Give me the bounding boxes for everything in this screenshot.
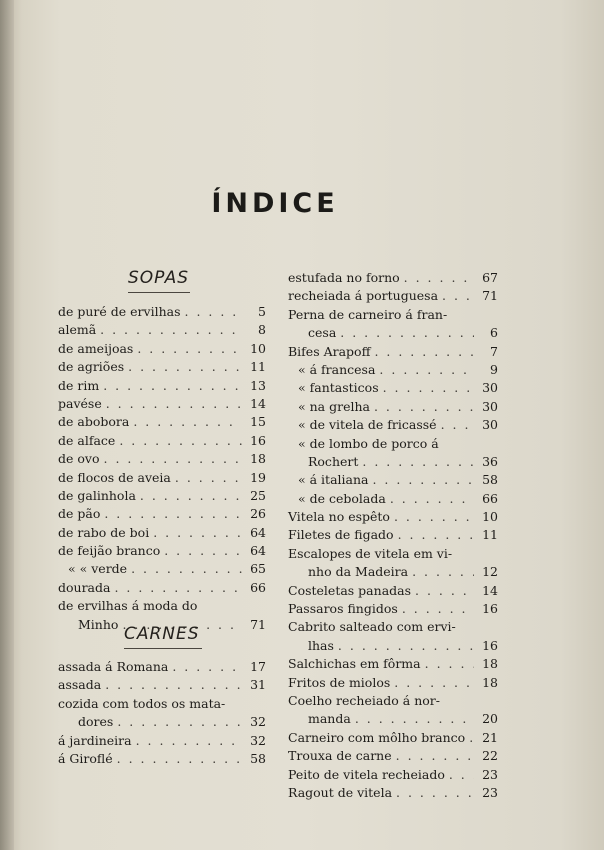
section-underline xyxy=(124,648,202,649)
index-entry xyxy=(58,658,266,676)
index-entry xyxy=(58,676,266,694)
index-entry xyxy=(288,416,498,434)
index-entry xyxy=(58,524,266,542)
dot-leader xyxy=(175,469,242,487)
page-number: 11 xyxy=(250,359,266,375)
entry-label: « « verde xyxy=(68,561,128,577)
dot-leader xyxy=(153,524,242,542)
page-number: 58 xyxy=(250,750,266,766)
entry-label: Ragout de vitela xyxy=(288,784,393,800)
index-entry xyxy=(58,395,266,413)
index-entry xyxy=(288,729,498,747)
index-entry xyxy=(58,560,266,578)
page-number: 6 xyxy=(490,325,498,341)
entry-label: Salchichas em fôrma xyxy=(288,656,421,672)
page-number: 18 xyxy=(482,656,498,672)
dot-leader xyxy=(415,582,474,600)
page-number: 8 xyxy=(258,322,266,338)
dot-leader xyxy=(338,637,474,655)
page-number: 25 xyxy=(250,487,266,503)
dot-leader xyxy=(185,303,243,321)
index-entry xyxy=(288,343,498,361)
entry-label: dores xyxy=(78,714,114,730)
index-entry xyxy=(58,542,266,560)
index-entry xyxy=(288,600,498,618)
dot-leader xyxy=(133,413,242,431)
dot-leader xyxy=(379,361,474,379)
index-entry xyxy=(58,377,266,395)
index-entry xyxy=(288,471,498,489)
index-entry xyxy=(288,361,498,379)
section-heading-sopas: SOPAS xyxy=(128,268,189,288)
page-number: 71 xyxy=(482,288,498,304)
page-number: 23 xyxy=(482,784,498,800)
entry-label: recheiada á portuguesa xyxy=(288,288,439,304)
entry-label: de flocos de aveia xyxy=(58,469,171,485)
entry-label: assada xyxy=(58,677,102,693)
index-entry xyxy=(288,306,498,324)
page-number: 16 xyxy=(250,432,266,448)
page-number: 71 xyxy=(250,616,266,632)
entry-label: « á francesa xyxy=(298,361,376,377)
dot-leader xyxy=(355,710,474,728)
page-number: 65 xyxy=(250,561,266,577)
dot-leader xyxy=(137,340,242,358)
index-entry xyxy=(288,269,498,287)
entry-label: estufada no forno xyxy=(288,270,400,285)
dot-leader xyxy=(449,766,474,784)
dot-leader xyxy=(100,321,242,339)
index-entry xyxy=(58,713,266,731)
entry-label: de alface xyxy=(58,432,116,448)
dot-leader xyxy=(442,287,474,305)
index-entry xyxy=(58,750,266,768)
index-entry xyxy=(58,597,266,615)
index-entry xyxy=(288,526,498,544)
entry-label: de rim xyxy=(58,377,100,393)
dot-leader xyxy=(340,324,474,342)
index-entry xyxy=(58,450,266,468)
entry-label: á jardineira xyxy=(58,732,132,748)
right-index-list xyxy=(288,269,498,802)
dot-leader xyxy=(104,505,242,523)
dot-leader xyxy=(117,713,242,731)
section-heading-carnes: CARNES xyxy=(124,624,200,644)
index-entry xyxy=(288,674,498,692)
entry-label: lhas xyxy=(308,637,334,653)
page-number: 36 xyxy=(482,453,498,469)
entry-label: de galinhola xyxy=(58,487,136,503)
dot-leader xyxy=(396,784,474,802)
dot-leader xyxy=(383,379,474,397)
entry-label: « de vitela de fricassé xyxy=(298,417,437,433)
index-entry xyxy=(288,563,498,581)
dot-leader xyxy=(131,560,242,578)
index-entry xyxy=(288,582,498,600)
index-entry xyxy=(58,579,266,597)
entry-label: Trouxa de carne xyxy=(288,748,392,764)
entry-label: Vitela no espêto xyxy=(288,509,390,525)
page-number: 66 xyxy=(482,490,498,506)
index-entry xyxy=(288,655,498,673)
dot-leader xyxy=(103,377,242,395)
dot-leader xyxy=(441,416,474,434)
page-number: 5 xyxy=(258,304,266,319)
entry-label: Costeletas panadas xyxy=(288,582,412,598)
page-number: 19 xyxy=(250,469,266,485)
dot-leader xyxy=(114,579,242,597)
dot-leader xyxy=(374,343,474,361)
entry-label: Minho xyxy=(78,616,119,632)
page-number: 30 xyxy=(482,380,498,396)
page-number: 20 xyxy=(482,711,498,727)
page-number: 15 xyxy=(250,414,266,430)
page-number: 26 xyxy=(250,506,266,522)
page-number: 30 xyxy=(482,417,498,433)
sopas-index-list xyxy=(58,303,266,634)
entry-label: « de cebolada xyxy=(298,490,386,506)
carnes-index-list xyxy=(58,658,266,768)
entry-label: pavése xyxy=(58,395,102,411)
dot-leader xyxy=(105,676,242,694)
dot-leader xyxy=(140,487,242,505)
index-entry xyxy=(288,379,498,397)
index-entry xyxy=(58,321,266,339)
section-underline xyxy=(128,292,190,293)
entry-label: Carneiro com môlho branco xyxy=(288,729,466,745)
index-entry xyxy=(58,487,266,505)
page-number: 32 xyxy=(250,714,266,730)
entry-label: de ervilhas á moda do xyxy=(58,598,198,614)
entry-label: assada á Romana xyxy=(58,659,169,674)
page-number: 12 xyxy=(482,564,498,580)
entry-label: á Giroflé xyxy=(58,750,113,766)
page-number: 14 xyxy=(250,395,266,411)
dot-leader xyxy=(104,450,243,468)
dot-leader xyxy=(396,747,474,765)
index-entry xyxy=(288,435,498,453)
entry-label: Coelho recheiado á nor- xyxy=(288,692,441,708)
page-number: 64 xyxy=(250,543,266,559)
page-number: 21 xyxy=(482,729,498,745)
entry-label: de agriões xyxy=(58,359,125,375)
index-entry xyxy=(288,784,498,802)
page-number: 9 xyxy=(490,361,498,377)
page-number: 64 xyxy=(250,524,266,540)
entry-label: Filetes de figado xyxy=(288,527,394,543)
entry-label: manda xyxy=(308,711,351,727)
page-number: 67 xyxy=(482,270,498,285)
page-number: 16 xyxy=(482,637,498,653)
index-entry xyxy=(288,508,498,526)
entry-label: de puré de ervilhas xyxy=(58,304,181,319)
index-entry xyxy=(288,490,498,508)
entry-label: de abobora xyxy=(58,414,130,430)
index-entry xyxy=(58,413,266,431)
index-entry xyxy=(288,287,498,305)
page-number: 10 xyxy=(482,509,498,525)
entry-label: Escalopes de vitela em vi- xyxy=(288,545,453,561)
index-entry xyxy=(58,732,266,750)
page-number: 58 xyxy=(482,472,498,488)
page-number: 18 xyxy=(482,674,498,690)
entry-label: de pão xyxy=(58,506,101,522)
dot-leader xyxy=(374,398,474,416)
entry-label: alemã xyxy=(58,322,97,338)
index-entry xyxy=(288,324,498,342)
index-entry xyxy=(288,398,498,416)
dot-leader xyxy=(390,490,474,508)
page-number: 23 xyxy=(482,766,498,782)
entry-label: de rabo de boi xyxy=(58,524,150,540)
dot-leader xyxy=(394,508,474,526)
dot-leader xyxy=(362,453,474,471)
dot-leader xyxy=(412,563,474,581)
dot-leader xyxy=(398,526,474,544)
dot-leader xyxy=(394,674,474,692)
entry-label: cozida com todos os mata- xyxy=(58,695,226,711)
entry-label: Fritos de miolos xyxy=(288,674,391,690)
dot-leader xyxy=(404,269,474,287)
page-number: 30 xyxy=(482,398,498,414)
dot-leader xyxy=(128,358,242,376)
entry-label: Rochert xyxy=(308,453,359,469)
page-number: 17 xyxy=(250,659,266,674)
entry-label: Cabrito salteado com ervi- xyxy=(288,619,456,635)
index-entry xyxy=(288,766,498,784)
page-number: 7 xyxy=(490,343,498,359)
entry-label: de ameijoas xyxy=(58,340,134,356)
dot-leader xyxy=(136,732,242,750)
entry-label: « fantasticos xyxy=(298,380,379,396)
page-number: 22 xyxy=(482,748,498,764)
dot-leader xyxy=(119,432,242,450)
page-number: 11 xyxy=(482,527,498,543)
dot-leader xyxy=(117,750,242,768)
index-entry xyxy=(58,505,266,523)
page-number: 13 xyxy=(250,377,266,393)
dot-leader xyxy=(402,600,474,618)
entry-label: de ovo xyxy=(58,451,100,467)
entry-label: cesa xyxy=(308,325,337,341)
index-entry xyxy=(288,637,498,655)
dot-leader xyxy=(372,471,474,489)
page-number: 31 xyxy=(250,677,266,693)
index-entry xyxy=(58,358,266,376)
page-number: 32 xyxy=(250,732,266,748)
index-entry xyxy=(288,692,498,710)
index-entry xyxy=(288,710,498,728)
entry-label: Perna de carneiro á fran- xyxy=(288,306,448,322)
index-entry xyxy=(58,340,266,358)
dot-leader xyxy=(106,395,242,413)
entry-label: « na grelha xyxy=(298,398,370,414)
page-number: 18 xyxy=(250,451,266,467)
page-number: 10 xyxy=(250,340,266,356)
entry-label: Passaros fingidos xyxy=(288,601,398,617)
index-entry xyxy=(288,545,498,563)
book-spine-shadow xyxy=(0,0,14,850)
page-title: ÍNDICE xyxy=(211,188,339,219)
index-entry xyxy=(58,432,266,450)
index-entry xyxy=(58,469,266,487)
page-number: 66 xyxy=(250,579,266,595)
index-entry xyxy=(58,695,266,713)
page-number: 14 xyxy=(482,582,498,598)
entry-label: « de lombo de porco á xyxy=(298,435,439,451)
dot-leader xyxy=(425,655,474,673)
entry-label: Bifes Arapoff xyxy=(288,343,371,359)
page-number: 16 xyxy=(482,601,498,617)
dot-leader xyxy=(164,542,242,560)
entry-label: nho da Madeira xyxy=(308,564,409,580)
index-entry xyxy=(58,303,266,321)
entry-label: Peito de vitela recheiado xyxy=(288,766,445,782)
entry-label: de feijão branco xyxy=(58,543,161,559)
dot-leader xyxy=(172,658,242,676)
entry-label: « á italiana xyxy=(298,472,369,488)
entry-label: dourada xyxy=(58,579,111,595)
index-entry xyxy=(288,618,498,636)
index-entry xyxy=(288,453,498,471)
dot-leader xyxy=(469,729,474,747)
index-entry xyxy=(288,747,498,765)
